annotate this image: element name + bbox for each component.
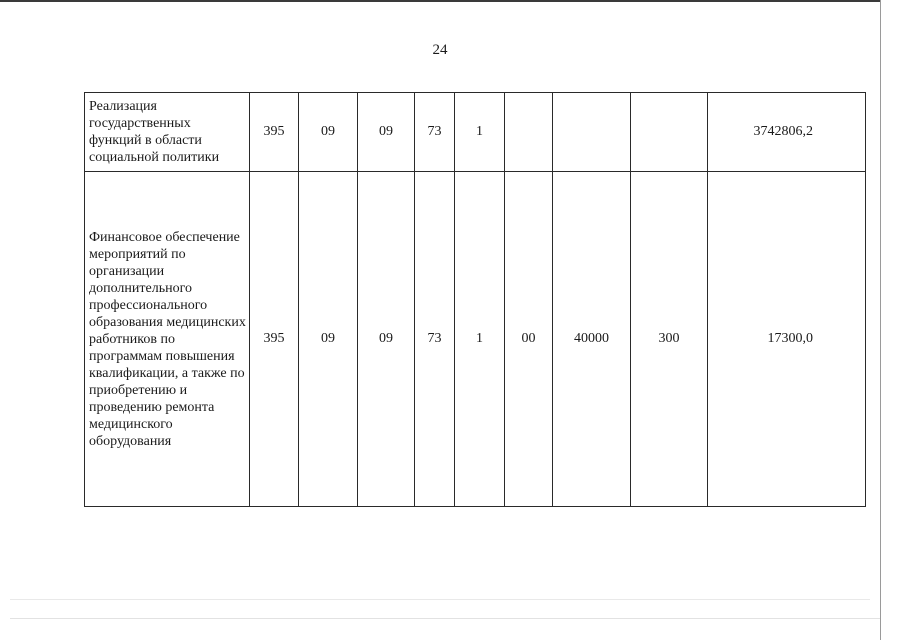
program-code-cell: 73 [415, 172, 455, 507]
direction-code-cell [553, 93, 631, 172]
expense-type-cell: 300 [631, 172, 708, 507]
scan-noise-line [10, 599, 870, 600]
main-event-code-cell: 00 [505, 172, 553, 507]
direction-code-cell: 40000 [553, 172, 631, 507]
row-name-cell: Реализация государственных функций в области социальной политики [85, 93, 250, 172]
program-code-cell: 73 [415, 93, 455, 172]
section-code-cell: 09 [299, 93, 358, 172]
subsection-code-cell: 09 [358, 172, 415, 507]
section-code-cell: 09 [299, 172, 358, 507]
right-border-line [880, 0, 881, 640]
top-border-line [0, 0, 880, 2]
table-row [85, 93, 866, 172]
table-row [85, 172, 866, 507]
expense-type-cell [631, 93, 708, 172]
budget-table [84, 92, 866, 507]
amount-cell: 3742806,2 [708, 93, 866, 172]
ministry-code-cell: 395 [250, 172, 299, 507]
row-name-cell: Финансовое обеспечение мероприятий по организации дополнительного профессионального образования медицинских работников по программам повышения квалификации, а также по приобретению и проведению ремонта медицинского оборудования [85, 172, 250, 507]
ministry-code-cell: 395 [250, 93, 299, 172]
subsection-code-cell: 09 [358, 93, 415, 172]
main-event-code-cell [505, 93, 553, 172]
subprogram-code-cell: 1 [455, 172, 505, 507]
amount-cell: 17300,0 [708, 172, 866, 507]
subprogram-code-cell: 1 [455, 93, 505, 172]
scan-noise-line [10, 618, 880, 619]
page-number: 24 [432, 42, 448, 58]
